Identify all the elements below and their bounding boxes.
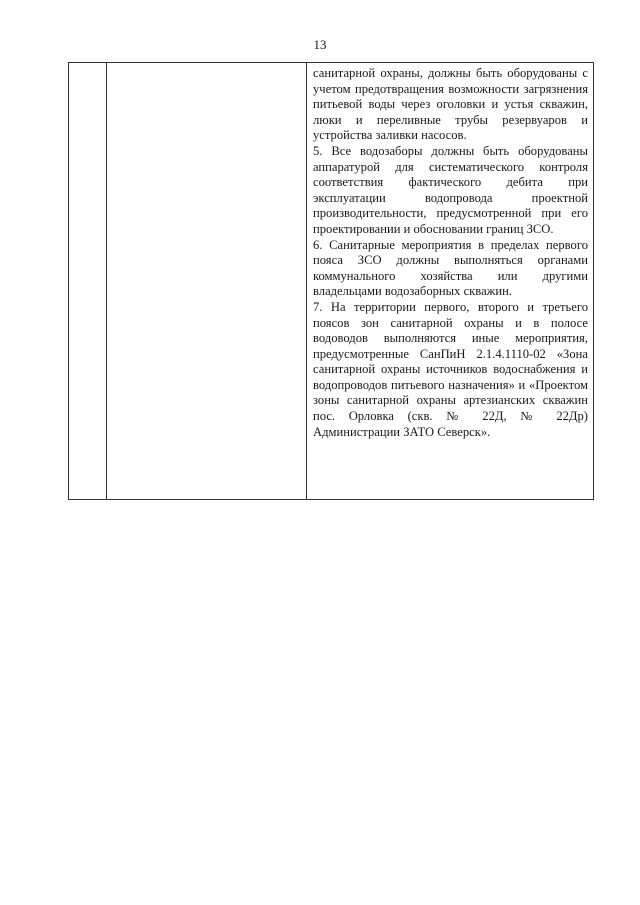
measures-text xyxy=(307,63,593,440)
paragraph-item-6: 6. Санитарные мероприятия в пределах первого пояса ЗСО должны выполняться органами коммунального хозяйства или другими владельцами водозаборных скважин. xyxy=(313,237,588,299)
table-row xyxy=(69,63,594,500)
paragraph-continuation: санитарной охраны, должны быть оборудованы с учетом предотвращения возможности загрязнения питьевой воды через оголовки и устья скважин, люки и переливные трубы резервуаров и устройства заливки насосов. xyxy=(313,66,588,143)
requirements-table xyxy=(68,62,594,500)
table-cell-measures xyxy=(307,63,594,500)
table-cell-number xyxy=(69,63,107,500)
table-cell-object xyxy=(107,63,307,500)
page-number: 13 xyxy=(313,37,327,52)
paragraph-item-7: 7. На территории первого, второго и третьего поясов зон санитарной охраны и в полосе водоводов выполняются иные мероприятия, предусмотренные СанПиН 2.1.4.1110-02 «Зона санитарной охраны источников водоснабжения и водопроводов питьевого назначения» и «Проектом зоны санитарной охраны артезианских скважин пос. Орловка (скв. № 22Д, № 22Др) Администрации ЗАТО Северск». xyxy=(313,299,588,439)
paragraph-item-5: 5. Все водозаборы должны быть оборудованы аппаратурой для систематического контроля соответствия фактического дебита при эксплуатации водопровода проектной производительности, предусмотренной при его проектировании и обосновании границ ЗСО. xyxy=(313,143,588,236)
